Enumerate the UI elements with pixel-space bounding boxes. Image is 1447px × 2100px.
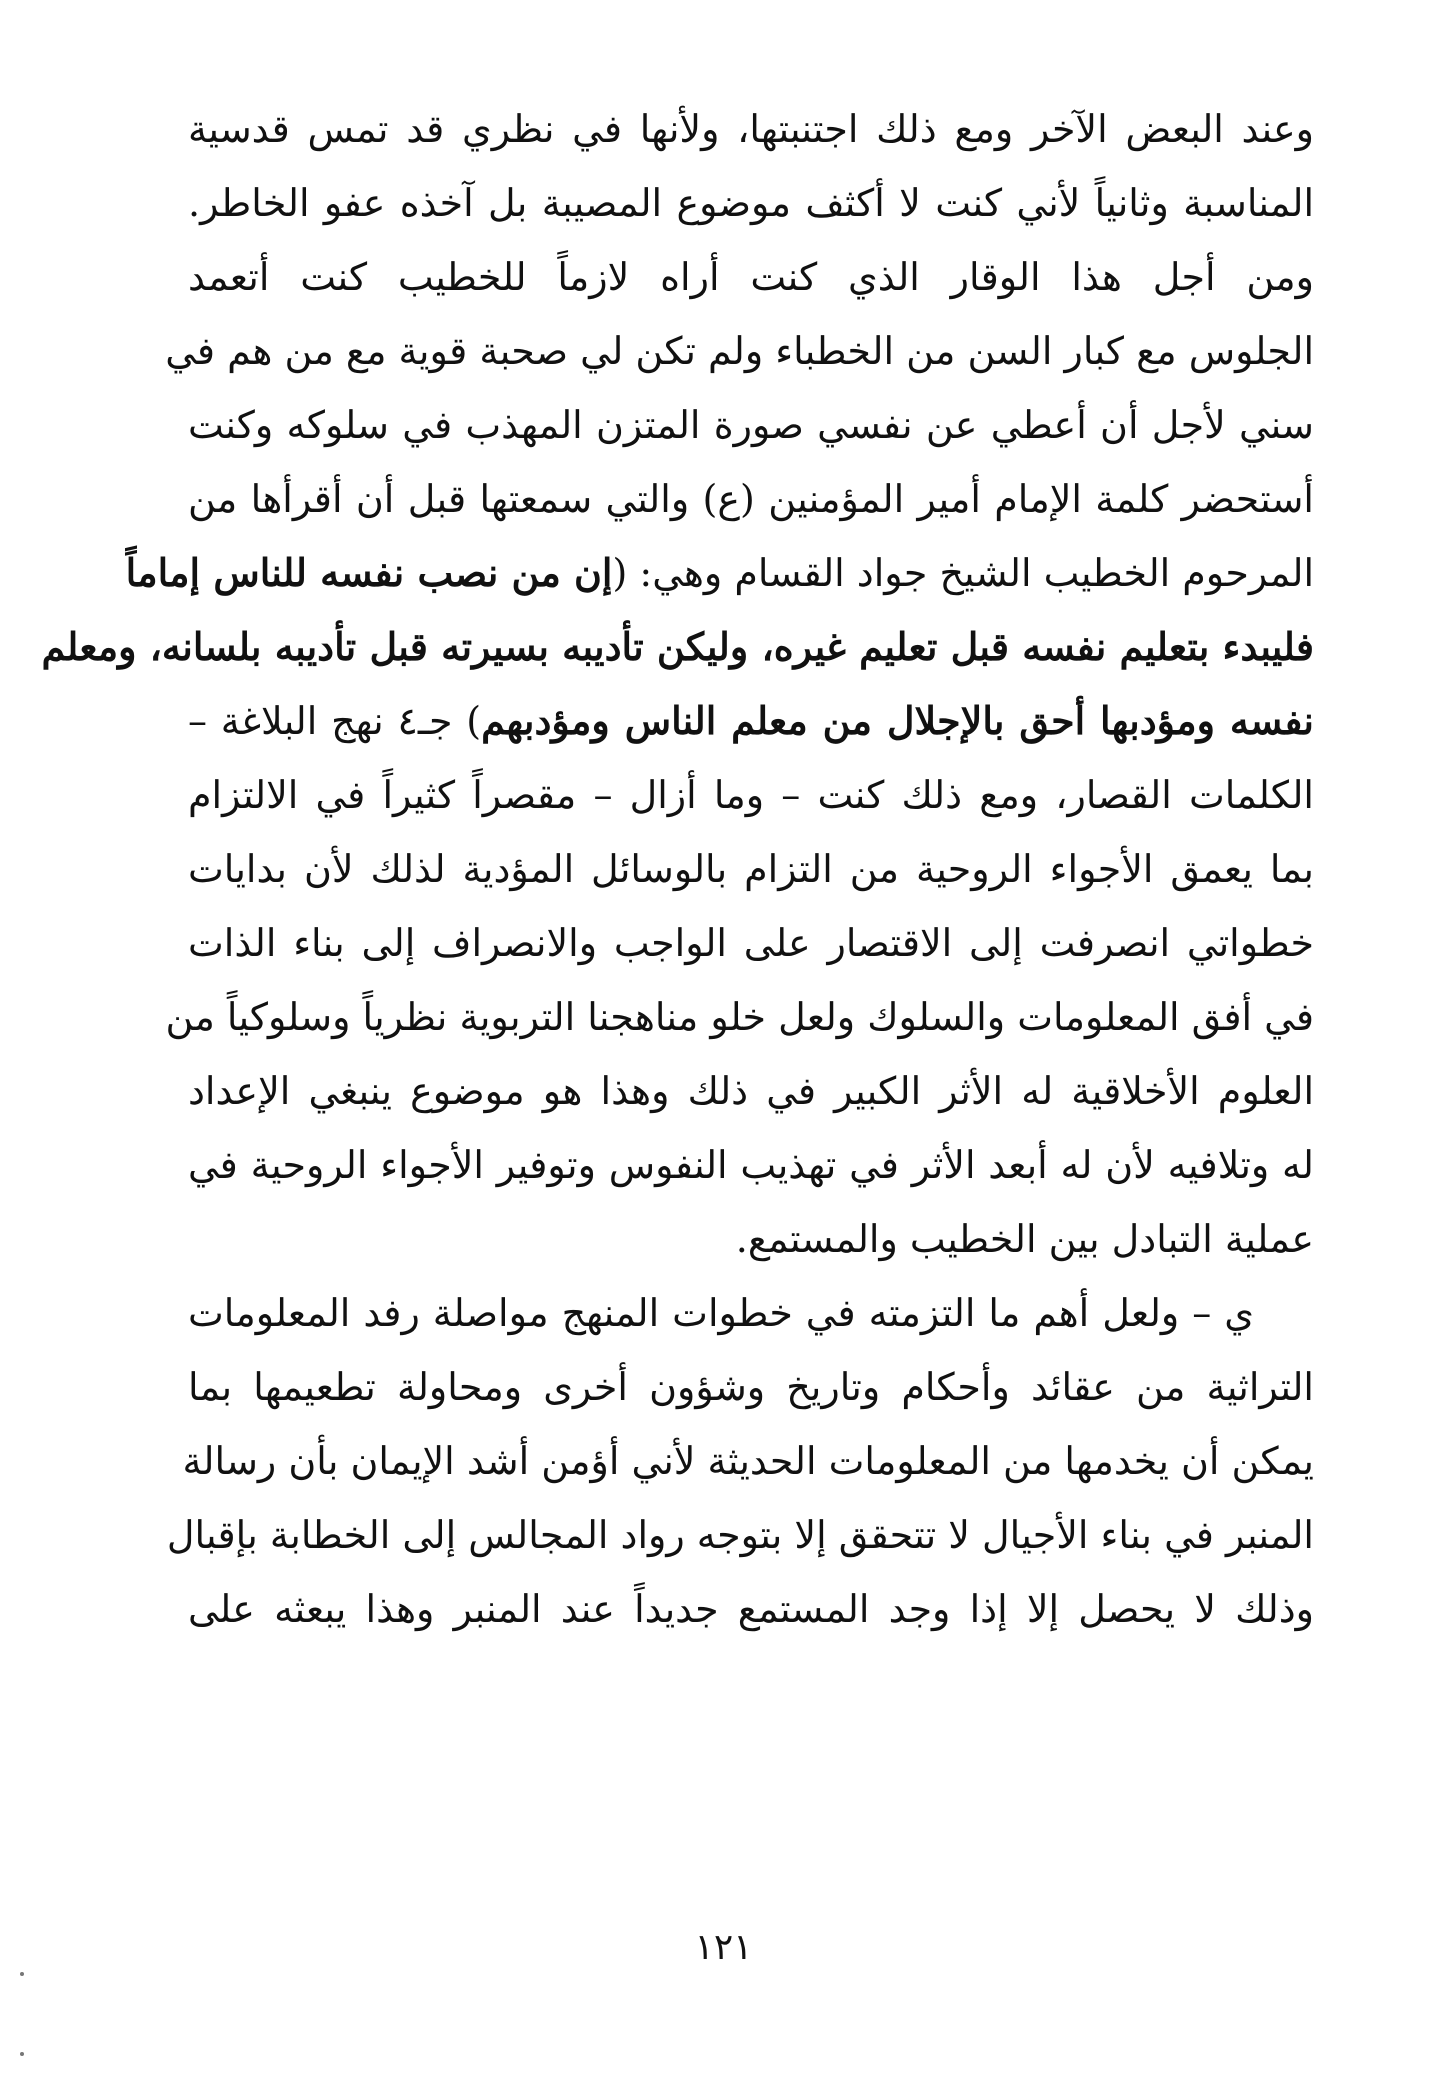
text-line-13: في أفق المعلومات والسلوك ولعل خلو مناهجنا التربوية نظرياً وسلوكياً من xyxy=(165,995,1314,1039)
text-line-7 xyxy=(125,536,1314,610)
text-line-11: بما يعمق الأجواء الروحية من التزام بالوسائل المؤدية لذلك لأن بدايات xyxy=(188,847,1314,891)
text-line-1: وعند البعض الآخر ومع ذلك اجتنبتها، ولأنها في نظري قد تمس قدسية xyxy=(188,107,1314,151)
text-line-3: ومن أجل هذا الوقار الذي كنت أراه لازماً للخطيب كنت أتعمد xyxy=(188,255,1314,299)
text-line-8-quote: فليبدء بتعليم نفسه قبل تعليم غيره، وليكن تأديبه بسيرته قبل تأديبه بلسانه، ومعلم xyxy=(41,624,1314,669)
text-line-15: له وتلافيه لأن له أبعد الأثر في تهذيب النفوس وتوفير الأجواء الروحية في xyxy=(188,1143,1314,1187)
text-line-19: يمكن أن يخدمها من المعلومات الحديثة لأني أؤمن أشد الإيمان بأن رسالة xyxy=(182,1439,1314,1483)
text-line-20: المنبر في بناء الأجيال لا تتحقق إلا بتوجه رواد المجالس إلى الخطابة بإقبال xyxy=(166,1513,1314,1557)
text-line-6: أستحضر كلمة الإمام أمير المؤمنين (ع) والتي سمعتها قبل أن أقرأها من xyxy=(188,477,1314,521)
text-line-12: خطواتي انصرفت إلى الاقتصار على الواجب والانصراف إلى بناء الذات xyxy=(188,921,1314,965)
scan-dot-mark xyxy=(20,2052,24,2056)
text-line-21: وذلك لا يحصل إلا إذا وجد المستمع جديداً عند المنبر وهذا يبعثه على xyxy=(188,1587,1314,1631)
text-line-7-plain: المرحوم الخطيب الشيخ جواد القسام وهي: ( xyxy=(612,551,1314,595)
text-line-10: الكلمات القصار، ومع ذلك كنت – وما أزال – مقصراً كثيراً في الالتزام xyxy=(188,773,1314,817)
text-line-18: التراثية من عقائد وأحكام وتاريخ وشؤون أخرى ومحاولة تطعيمها بما xyxy=(188,1365,1314,1409)
text-line-14: العلوم الأخلاقية له الأثر الكبير في ذلك وهذا هو موضوع ينبغي الإعداد xyxy=(188,1069,1315,1113)
text-line-2: المناسبة وثانياً لأني كنت لا أكثف موضوع المصيبة بل آخذه عفو الخاطر. xyxy=(188,181,1314,225)
text-line-9 xyxy=(188,684,1314,758)
text-line-5: سني لأجل أن أعطي عن نفسي صورة المتزن المهذب في سلوكه وكنت xyxy=(188,403,1314,447)
quote-bold-start: إن من نصب نفسه للناس إماماً xyxy=(125,550,613,595)
text-line-9-plain: ) جـ٤ نهج البلاغة – xyxy=(188,699,482,743)
body-text xyxy=(41,92,1315,1646)
text-line-17-paragraph-start: ي – ولعل أهم ما التزمته في خطوات المنهج مواصلة رفد المعلومات xyxy=(188,1291,1254,1335)
text-line-16: عملية التبادل بين الخطيب والمستمع. xyxy=(735,1217,1314,1261)
scan-dot-mark xyxy=(20,1972,24,1976)
text-line-4: الجلوس مع كبار السن من الخطباء ولم تكن لي صحبة قوية مع من هم في xyxy=(165,329,1314,373)
page-number: ١٢١ xyxy=(694,1927,753,1968)
quote-bold-end: نفسه ومؤدبها أحق بالإجلال من معلم الناس ومؤدبهم xyxy=(481,698,1314,743)
